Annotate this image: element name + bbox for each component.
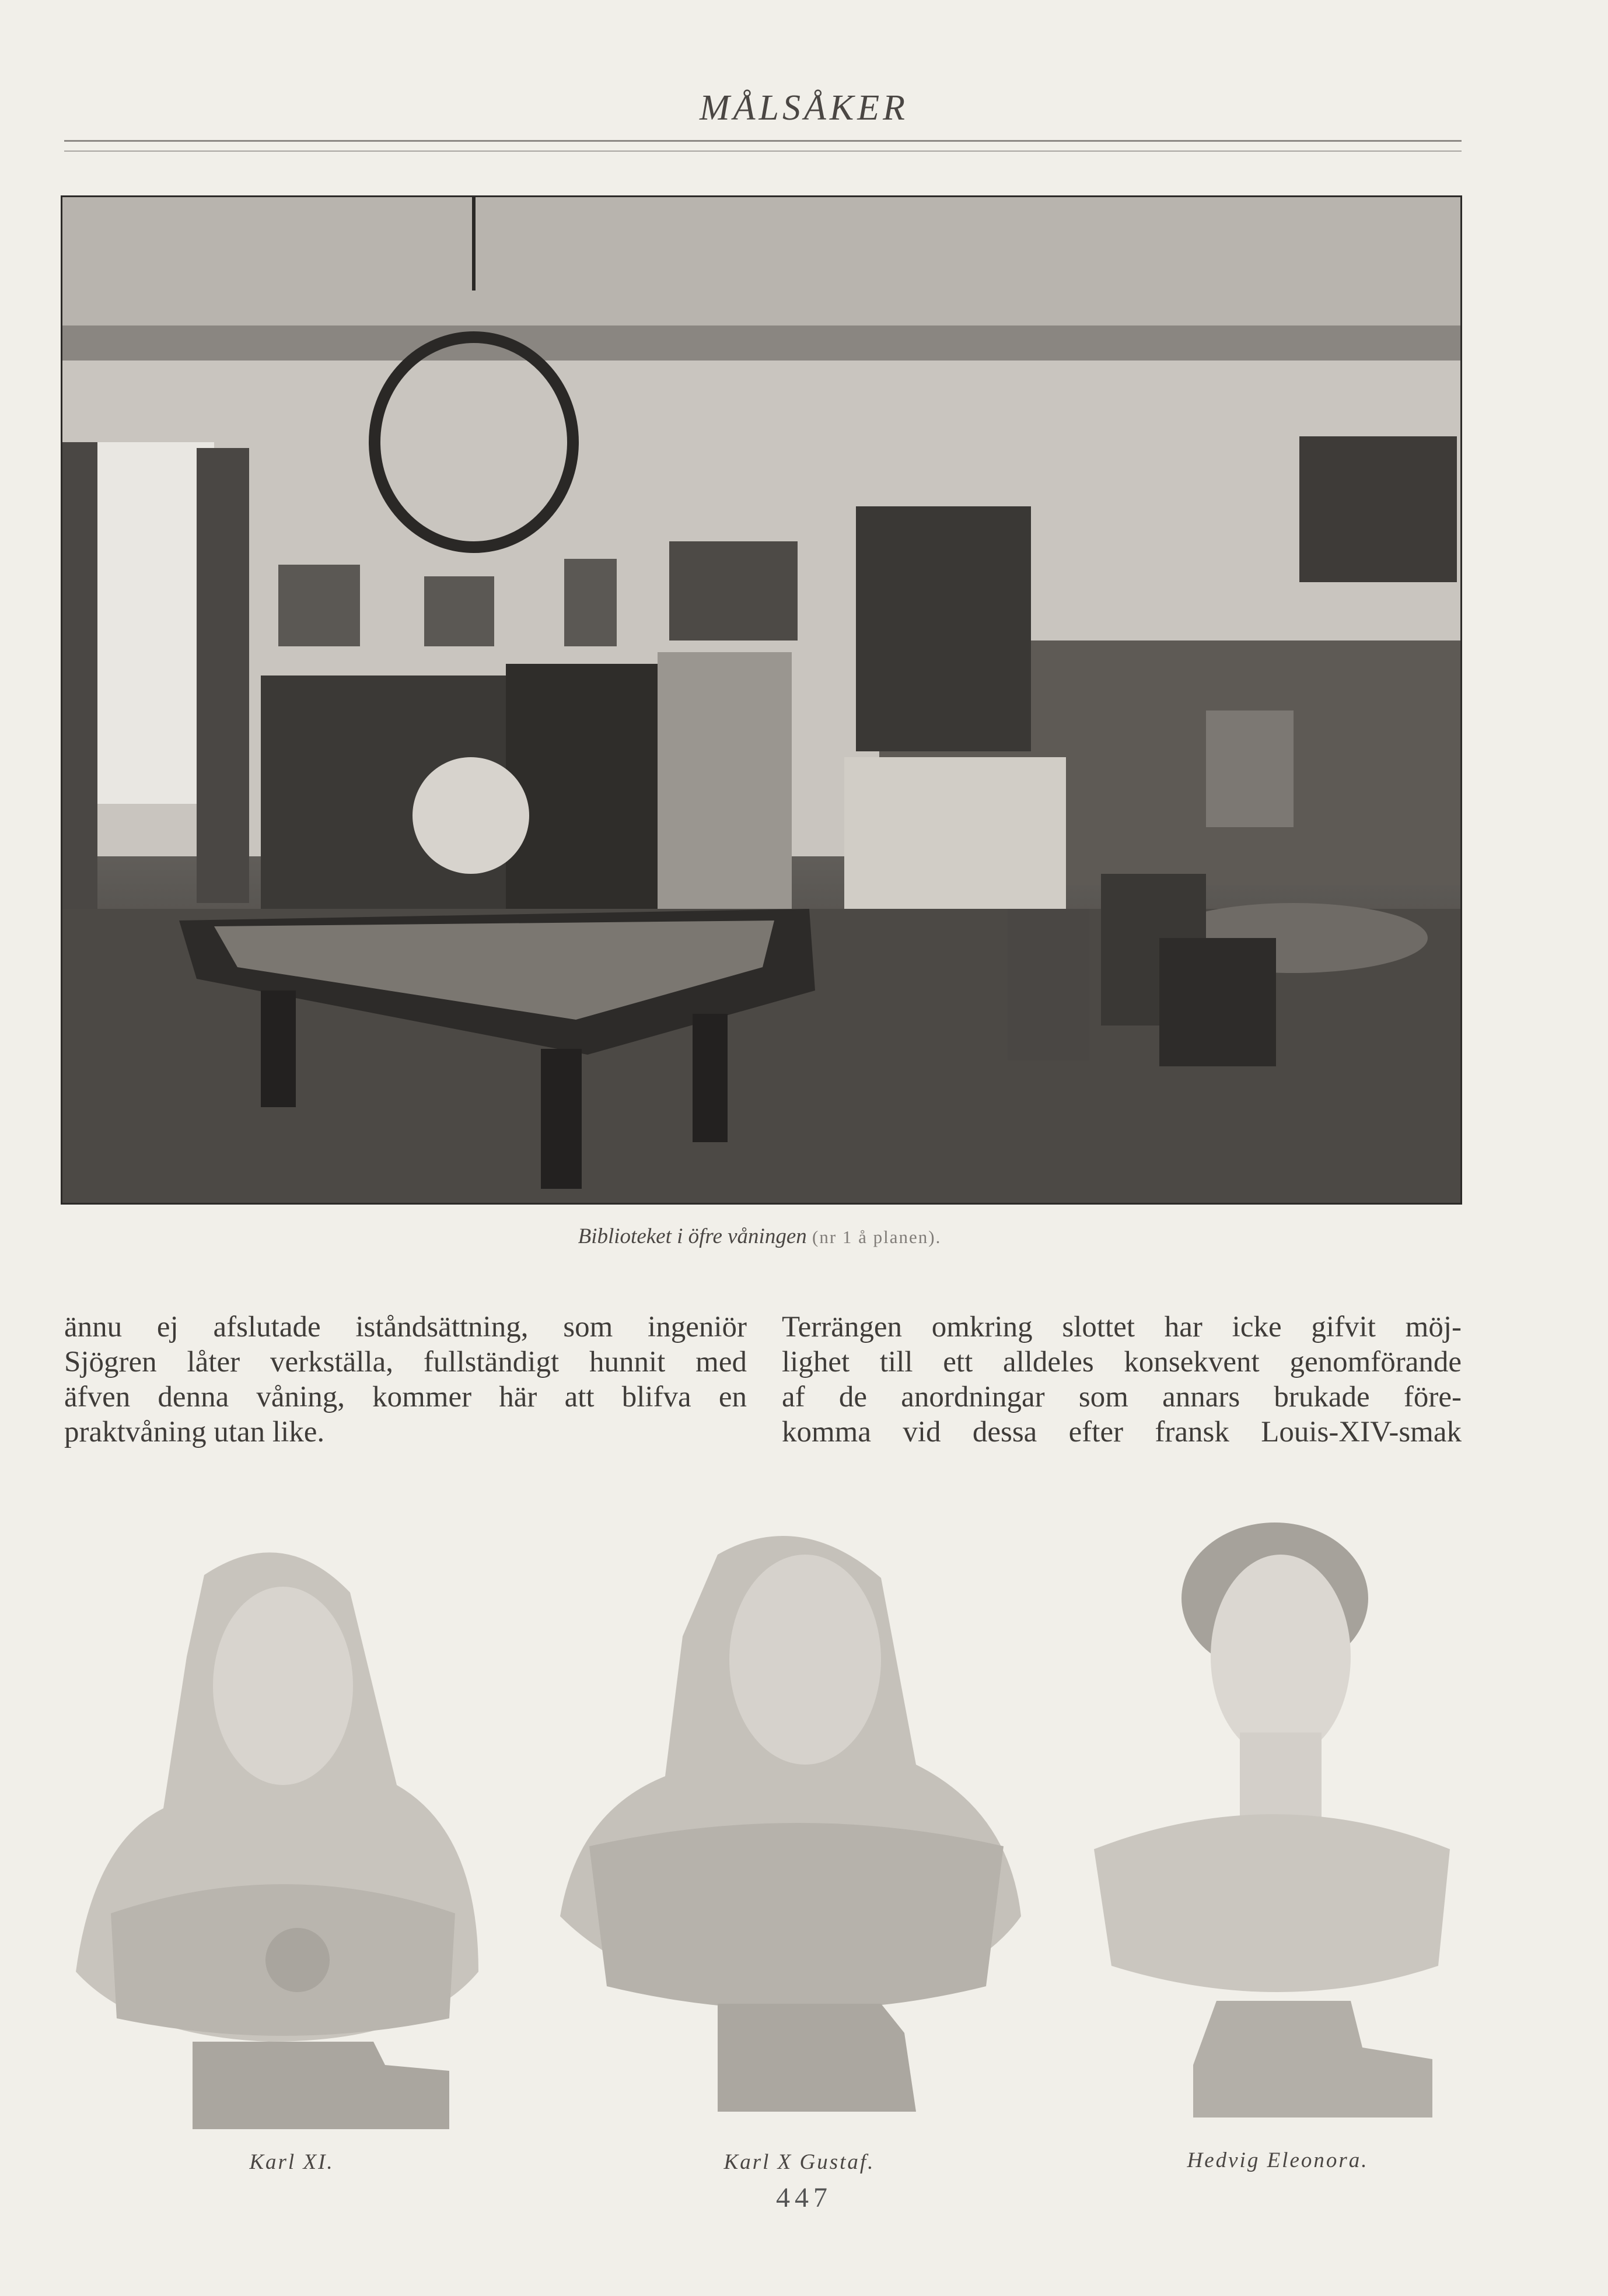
bust-photo-karl-xi	[70, 1528, 496, 2135]
library-photograph	[61, 195, 1462, 1205]
text-column-left	[64, 1310, 747, 1450]
header-rule-secondary	[64, 150, 1462, 152]
text-line: praktvåning utan like.	[64, 1416, 325, 1448]
text-line: Terrängen omkring slottet har icke gifvit möj-	[782, 1311, 1462, 1343]
text-line: komma vid dessa efter fransk Louis-XIV-smak	[782, 1416, 1462, 1448]
text-line: ännu ej afslutade iståndsättning, som ingeniör	[64, 1311, 747, 1343]
bust-photo-hedvig-eleonora	[1082, 1522, 1456, 2129]
running-header: MÅLSÅKER	[700, 88, 908, 128]
text-line: af de anordningar som annars brukade före-	[782, 1381, 1462, 1413]
text-line: lighet till ett alldeles konsekvent genomförande	[782, 1346, 1462, 1378]
caption-plan-reference: (nr 1 å planen).	[812, 1227, 942, 1247]
page-number: 447	[776, 2182, 832, 2213]
caption-italic: Biblioteket i öfre våningen	[578, 1224, 807, 1248]
bust-caption-karl-xi: Karl XI.	[249, 2150, 334, 2174]
text-column-right	[782, 1310, 1462, 1450]
bust-caption-hedvig-eleonora: Hedvig Eleonora.	[1187, 2148, 1369, 2172]
bust-photo-karl-x-gustaf	[554, 1520, 1027, 2120]
text-line: äfven denna våning, kommer här att blifva en	[64, 1381, 747, 1413]
bust-caption-karl-x-gustaf: Karl X Gustaf.	[723, 2150, 875, 2174]
text-line: Sjögren låter verkställa, fullständigt hunnit med	[64, 1346, 747, 1378]
header-rule	[64, 140, 1462, 142]
library-photo-caption	[61, 1224, 1459, 1249]
